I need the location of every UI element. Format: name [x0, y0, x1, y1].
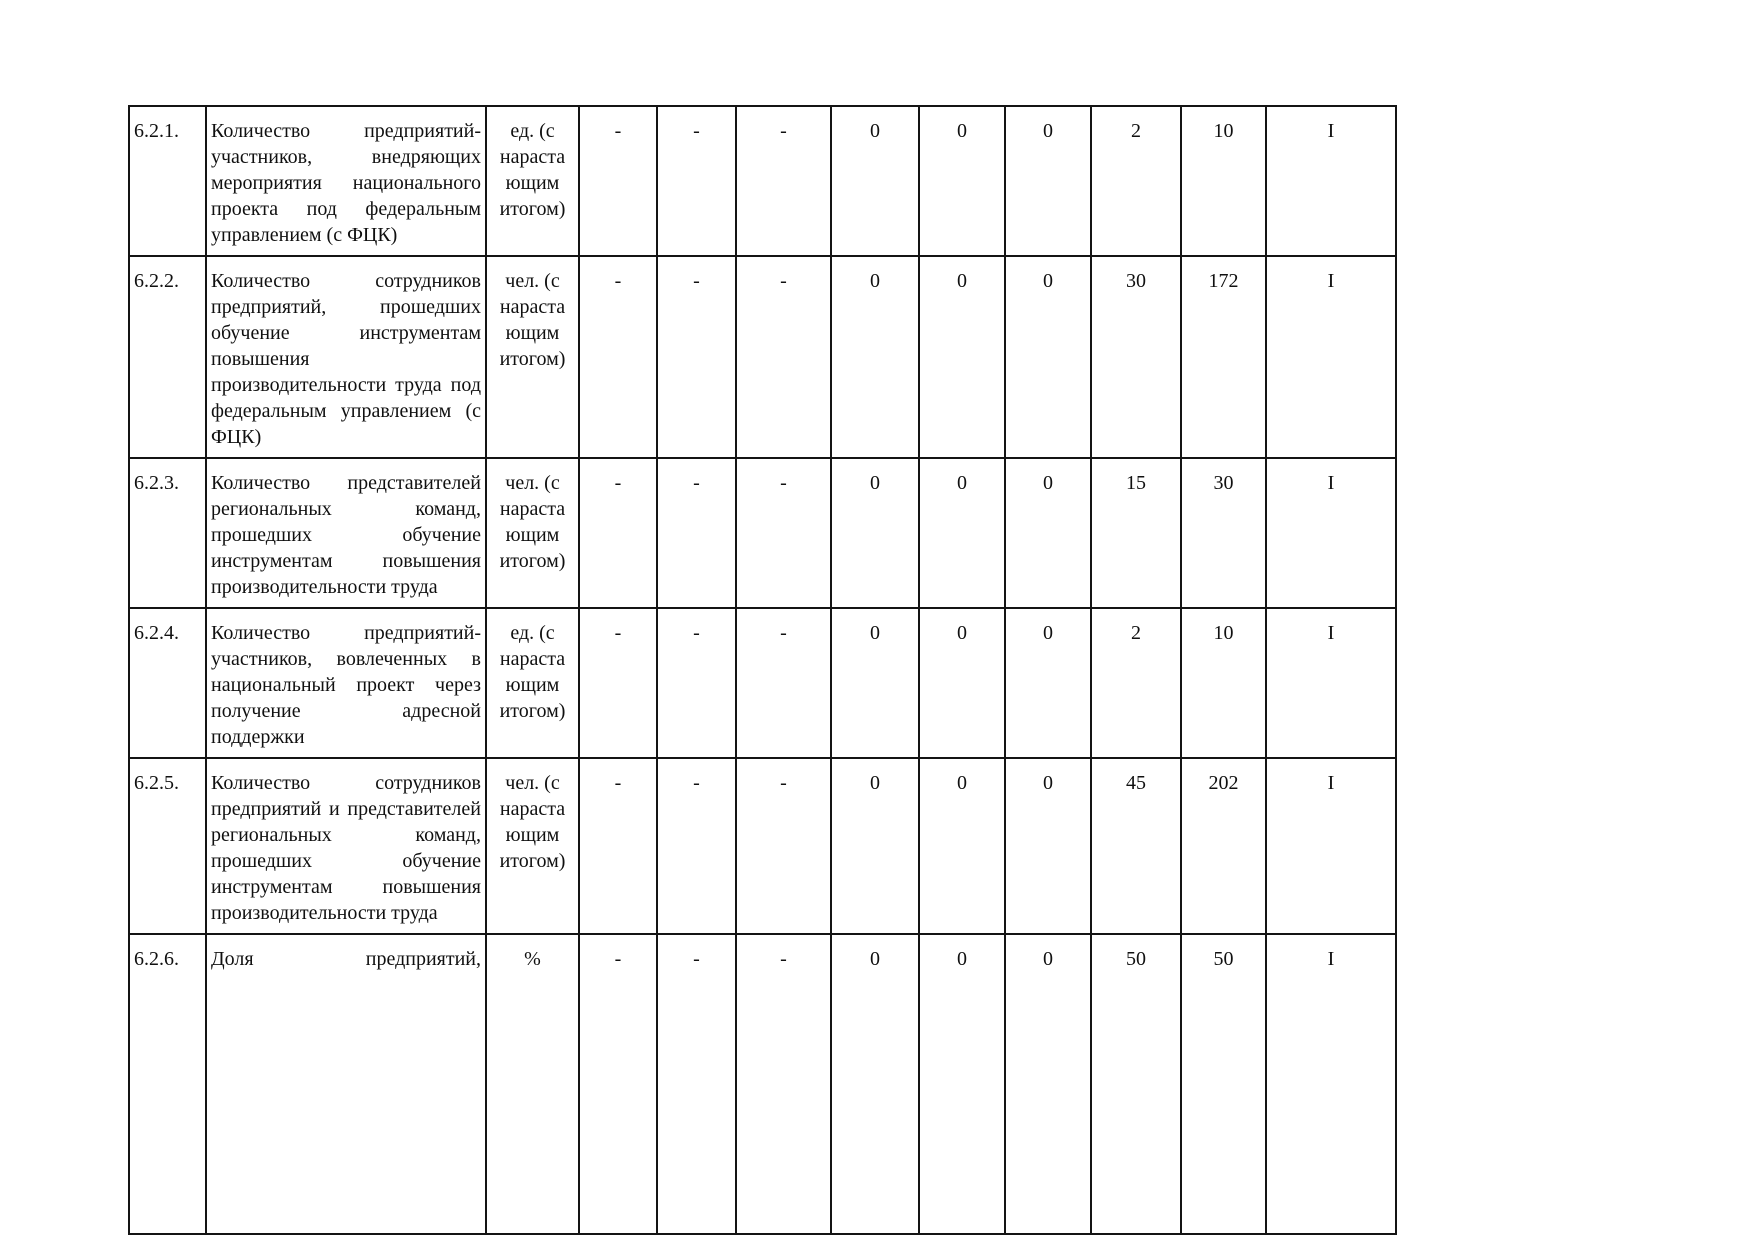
value-cell: -: [657, 758, 736, 934]
value-cell: 30: [1091, 256, 1181, 458]
value-cell: -: [736, 758, 831, 934]
value-cell: I: [1266, 256, 1396, 458]
value-cell: I: [1266, 608, 1396, 758]
row-number-cell: 6.2.5.: [129, 758, 206, 934]
indicators-table: [128, 105, 1397, 1235]
value-cell: 30: [1181, 458, 1266, 608]
value-cell: 0: [919, 758, 1005, 934]
value-cell: 0: [919, 106, 1005, 256]
value-cell: -: [579, 256, 657, 458]
value-cell: 2: [1091, 106, 1181, 256]
value-cell: -: [736, 608, 831, 758]
value-cell: 0: [919, 608, 1005, 758]
value-cell: 2: [1091, 608, 1181, 758]
value-cell: -: [579, 934, 657, 1234]
value-cell: -: [736, 458, 831, 608]
table-row: [129, 758, 1396, 934]
indicator-name-cell: Количество сотрудников предприятий, прошедших обучение инструментам повышения производительности труда под федеральным управлением (с ФЦК): [206, 256, 486, 458]
row-number-cell: 6.2.1.: [129, 106, 206, 256]
unit-cell: ед. (с нараста ющим итогом): [486, 608, 579, 758]
value-cell: 0: [919, 458, 1005, 608]
value-cell: -: [579, 758, 657, 934]
table-row: [129, 256, 1396, 458]
value-cell: I: [1266, 934, 1396, 1234]
value-cell: I: [1266, 758, 1396, 934]
unit-cell: %: [486, 934, 579, 1234]
value-cell: -: [657, 458, 736, 608]
value-cell: 45: [1091, 758, 1181, 934]
unit-cell: чел. (с нараста ющим итогом): [486, 758, 579, 934]
value-cell: I: [1266, 106, 1396, 256]
value-cell: -: [657, 106, 736, 256]
value-cell: 10: [1181, 106, 1266, 256]
value-cell: 172: [1181, 256, 1266, 458]
indicator-name-cell: Количество представителей региональных команд, прошедших обучение инструментам повышения производительности труда: [206, 458, 486, 608]
value-cell: -: [579, 608, 657, 758]
value-cell: 0: [1005, 106, 1091, 256]
value-cell: 0: [831, 934, 919, 1234]
value-cell: -: [579, 458, 657, 608]
table-row: [129, 106, 1396, 256]
indicator-name-cell: Доля предприятий,: [206, 934, 486, 1234]
table-row: [129, 608, 1396, 758]
value-cell: 50: [1091, 934, 1181, 1234]
indicator-name-cell: Количество предприятий-участников, вовлеченных в национальный проект через получение адресной поддержки: [206, 608, 486, 758]
unit-cell: ед. (с нараста ющим итогом): [486, 106, 579, 256]
value-cell: -: [657, 934, 736, 1234]
value-cell: 0: [831, 758, 919, 934]
table-body: [129, 106, 1396, 1234]
value-cell: 15: [1091, 458, 1181, 608]
row-number-cell: 6.2.4.: [129, 608, 206, 758]
value-cell: 0: [831, 106, 919, 256]
value-cell: 0: [919, 256, 1005, 458]
value-cell: 0: [831, 458, 919, 608]
value-cell: -: [579, 106, 657, 256]
table-row: [129, 934, 1396, 1234]
value-cell: 0: [1005, 458, 1091, 608]
value-cell: I: [1266, 458, 1396, 608]
indicator-name-cell: Количество предприятий-участников, внедряющих мероприятия национального проекта под федеральным управлением (с ФЦК): [206, 106, 486, 256]
value-cell: 50: [1181, 934, 1266, 1234]
row-number-cell: 6.2.3.: [129, 458, 206, 608]
value-cell: 0: [1005, 758, 1091, 934]
value-cell: 0: [831, 608, 919, 758]
value-cell: -: [736, 106, 831, 256]
row-number-cell: 6.2.2.: [129, 256, 206, 458]
value-cell: -: [736, 256, 831, 458]
value-cell: 0: [1005, 608, 1091, 758]
value-cell: 0: [831, 256, 919, 458]
value-cell: 0: [919, 934, 1005, 1234]
indicator-name-cell: Количество сотрудников предприятий и представителей региональных команд, прошедших обучение инструментам повышения производительности труда: [206, 758, 486, 934]
row-number-cell: 6.2.6.: [129, 934, 206, 1234]
value-cell: -: [657, 256, 736, 458]
value-cell: -: [657, 608, 736, 758]
value-cell: 202: [1181, 758, 1266, 934]
value-cell: -: [736, 934, 831, 1234]
value-cell: 10: [1181, 608, 1266, 758]
table-row: [129, 458, 1396, 608]
unit-cell: чел. (с нараста ющим итогом): [486, 458, 579, 608]
unit-cell: чел. (с нараста ющим итогом): [486, 256, 579, 458]
value-cell: 0: [1005, 934, 1091, 1234]
value-cell: 0: [1005, 256, 1091, 458]
